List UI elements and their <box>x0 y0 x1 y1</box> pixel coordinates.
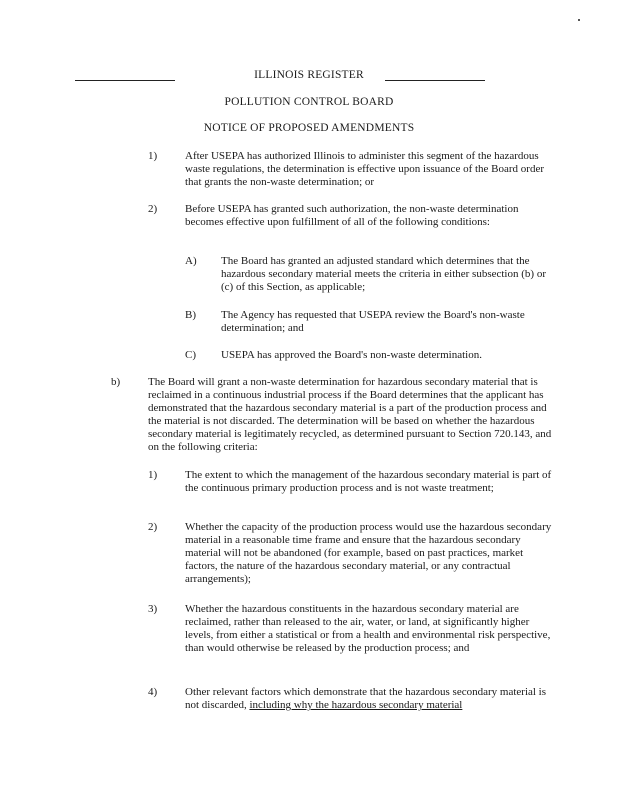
item-number: 1) <box>148 150 158 162</box>
scan-speck <box>578 19 580 21</box>
item-text <box>185 686 553 712</box>
item-text: The Agency has requested that USEPA review the Board's non-waste determination; and <box>221 309 525 334</box>
board-title: POLLUTION CONTROL BOARD <box>224 96 394 108</box>
item-number: C) <box>185 349 196 361</box>
item-text: Whether the capacity of the production process would use the hazardous secondary material in a reasonable time frame and ensure that the hazardous secondary material will not be abandoned (for example, based on past practices, market factors, the nature of the hazardous secondary material, or any contractual arrangements); <box>185 521 552 585</box>
item-text: After USEPA has authorized Illinois to administer this segment of the hazardous waste regulations, the determination is effective upon issuance of the Board order that grants the non-waste determination; or <box>185 150 545 188</box>
item-number: 3) <box>148 603 158 615</box>
item-text: The Board has granted an adjusted standard which determines that the hazardous secondary material meets the criteria in either subsection (b) or (c) of this Section, as applicable; <box>221 255 546 293</box>
subsection-letter: b) <box>111 376 121 388</box>
item-number: 1) <box>148 469 158 481</box>
item-number: B) <box>185 309 196 321</box>
inserted-text: including why the hazardous secondary material <box>249 699 463 711</box>
register-title: ILLINOIS REGISTER <box>254 69 364 81</box>
item-number: 4) <box>148 686 158 698</box>
item-text: Before USEPA has granted such authorization, the non-waste determination becomes effective upon fulfillment of all of the following conditions: <box>185 203 519 228</box>
item-text: USEPA has approved the Board's non-waste determination. <box>221 349 482 361</box>
item-number: 2) <box>148 521 158 533</box>
item-text-plain: Other relevant factors which demonstrate that the hazardous secondary material is not discarded, <box>185 686 547 711</box>
subsection-text: The Board will grant a non-waste determination for hazardous secondary material that is reclaimed in a continuous industrial process if the Board determines that the applicant has demonstrated that the hazardous secondary material is a part of the production process and the material is not discarded. The determination will be based on whether the hazardous secondary material is legitimately recycled, as determined pursuant to Section 720.143, and on the following criteria: <box>148 376 552 453</box>
notice-title: NOTICE OF PROPOSED AMENDMENTS <box>203 122 415 134</box>
item-text: Whether the hazardous constituents in the hazardous secondary material are reclaimed, rather than released to the air, water, or land, at significantly higher levels, from either a statistical or from a health and environmental risk perspective, than would otherwise be released by the production process; and <box>185 603 551 654</box>
item-number: 2) <box>148 203 158 215</box>
item-number: A) <box>185 255 197 267</box>
item-text: The extent to which the management of the hazardous secondary material is part of the continuous primary production process and is not waste treatment; <box>185 469 552 494</box>
